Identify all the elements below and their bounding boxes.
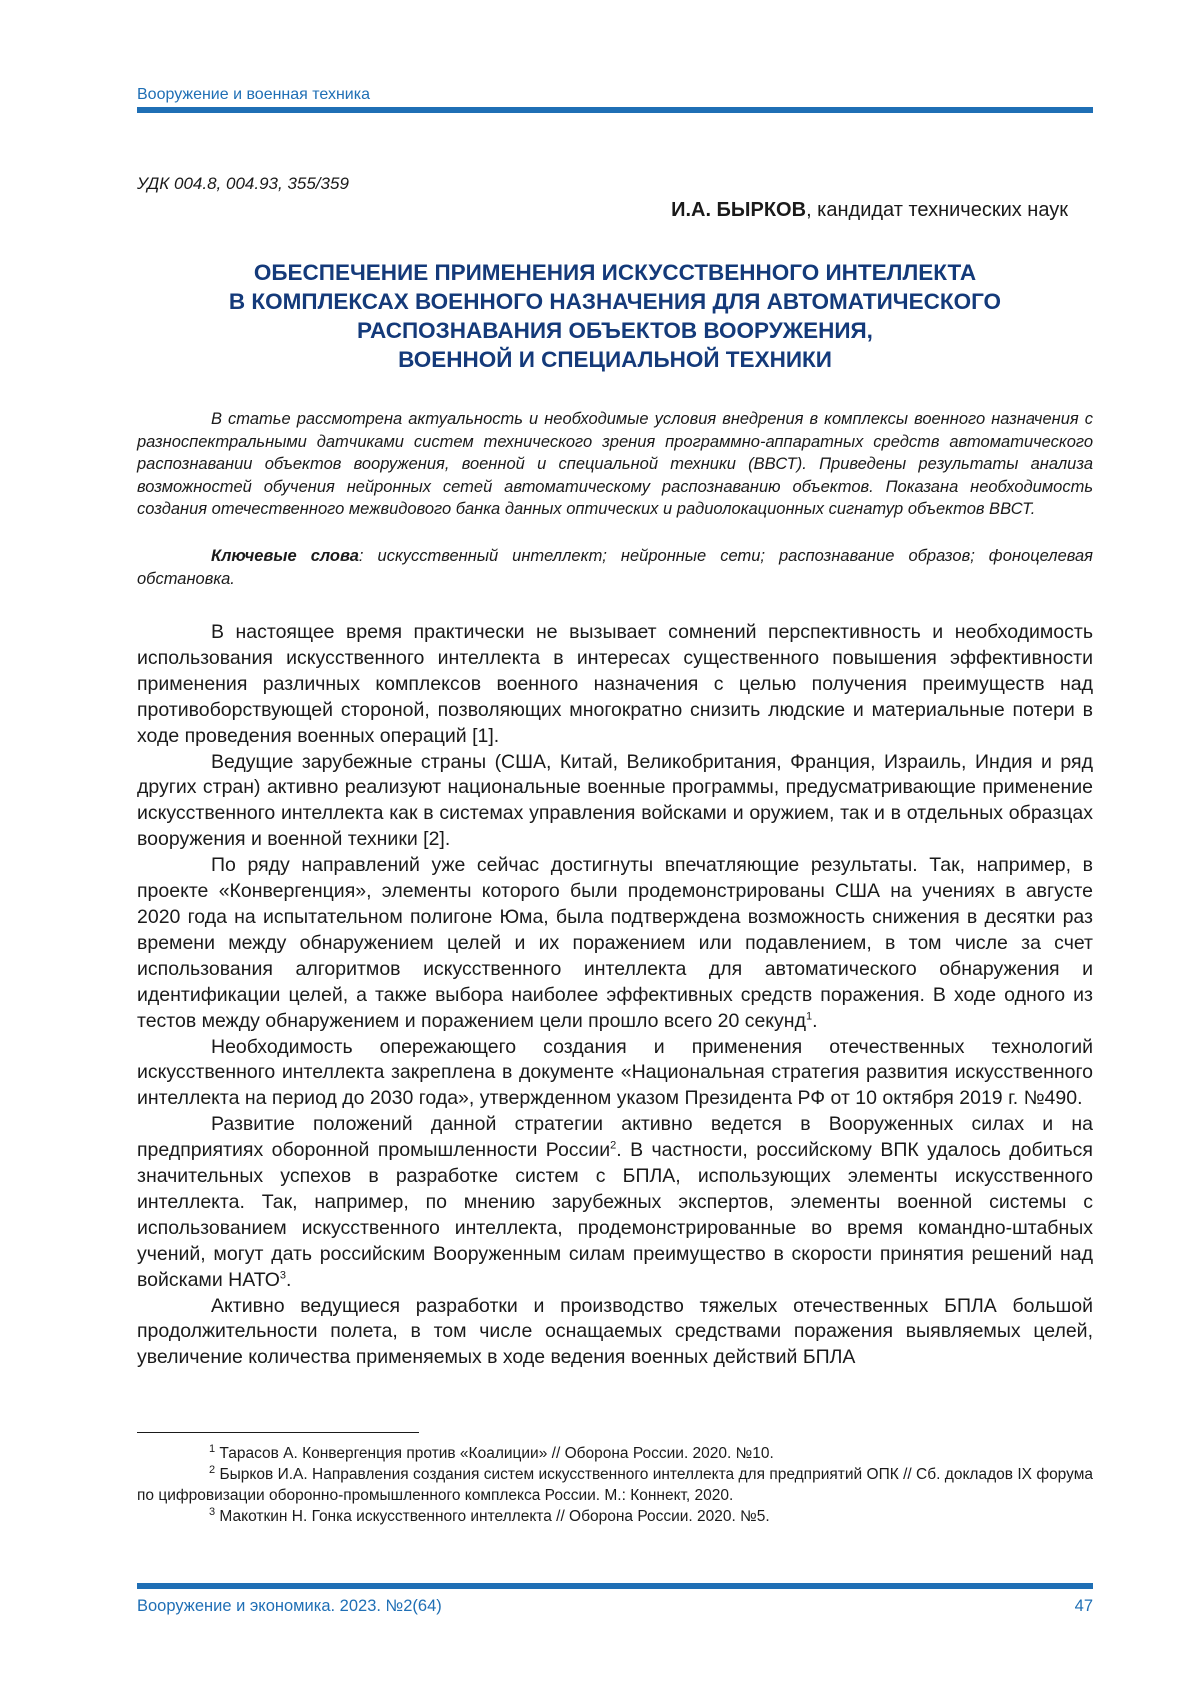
footer-journal: Вооружение и экономика. 2023. №2(64) [137, 1597, 442, 1615]
keywords-label: Ключевые слова [211, 547, 359, 565]
running-header: Вооружение и военная техника [137, 86, 370, 103]
footnote-text: Макоткин Н. Гонка искусственного интеллекта // Оборона России. 2020. №5. [215, 1508, 770, 1525]
header-rule [137, 107, 1093, 113]
footnote-number: 1 [209, 1442, 216, 1455]
paragraph [137, 853, 1093, 1034]
footnotes [137, 1443, 1093, 1527]
footnote-separator [137, 1432, 419, 1433]
paragraph-text: Развитие положений данной стратегии активно ведется в Вооруженных силах и на предприятиях оборонной промышленности России [137, 1113, 1093, 1162]
footer-rule [137, 1583, 1093, 1589]
author-degree: , кандидат технических наук [806, 199, 1068, 221]
footnote-ref[interactable]: 3 [279, 1269, 287, 1282]
body-text [137, 620, 1093, 1371]
footnote-number: 2 [209, 1463, 216, 1476]
footnote [137, 1506, 1093, 1527]
footnote-number: 3 [209, 1505, 216, 1518]
abstract: В статье рассмотрена актуальность и необходимые условия внедрения в комплексы военного назначения с разноспектральными датчиками систем технического зрения программно-аппаратных средств автоматического распознавании объектов вооружения, военной и специальной техники (ВВСТ). Приведены результаты анализа возможностей обучения нейронных сетей автоматическому распознаванию объектов. Показана необходимость создания отечественного межвидового банка данных оптических и радиолокационных сигнатур объектов ВВСТ. [137, 410, 1093, 518]
udk-code: УДК 004.8, 004.93, 355/359 [137, 174, 349, 193]
page-number: 47 [1074, 1597, 1093, 1615]
article-title [137, 258, 1093, 374]
footnote [137, 1464, 1093, 1506]
title-line: ОБЕСПЕЧЕНИЕ ПРИМЕНЕНИЯ ИСКУССТВЕННОГО ИНТЕЛЛЕКТА [253, 260, 977, 285]
footnote-ref[interactable]: 2 [610, 1139, 617, 1152]
author-name: И.А. БЫРКОВ [671, 199, 807, 221]
paragraph-text: . [812, 1009, 818, 1032]
paragraph-text: . [286, 1268, 292, 1291]
keywords-text: : искусственный интеллект; нейронные сети; распознавание образов; фоноцелевая обстановка. [137, 547, 1093, 588]
paragraph [137, 1112, 1093, 1293]
paragraph: В настоящее время практически не вызывает сомнений перспективность и необходимость использования искусственного интеллекта в интересах существенного повышения эффективности применения различных комплексов военного назначения с целью получения преимуществ над противоборствующей стороной, позволяющих многократно снизить людские и материальные потери в ходе проведения военных операций [1]. [137, 621, 1093, 747]
paragraph: Необходимость опережающего создания и применения отечественных технологий искусственного интеллекта закреплена в документе «Национальная стратегия развития искусственного интеллекта на период до 2030 года», утвержденном указом Президента РФ от 10 октября 2019 г. №490. [137, 1035, 1093, 1110]
footnote-ref[interactable]: 1 [805, 1010, 813, 1023]
footnote-text: Тарасов А. Конвергенция против «Коалиции» // Оборона России. 2020. №10. [215, 1445, 774, 1462]
author-line [671, 199, 1068, 222]
title-line: РАСПОЗНАВАНИЯ ОБЪЕКТОВ ВООРУЖЕНИЯ, [357, 318, 873, 343]
paragraph: Активно ведущиеся разработки и производство тяжелых отечественных БПЛА большой продолжительности полета, в том числе оснащаемых средствами поражения выявляемых целей, увеличение количества применяемых в ходе ведения военных действий БПЛА [137, 1294, 1093, 1369]
title-line: ВОЕННОЙ И СПЕЦИАЛЬНОЙ ТЕХНИКИ [398, 347, 832, 372]
paragraph-text: По ряду направлений уже сейчас достигнуты впечатляющие результаты. Так, например, в проекте «Конвергенция», элементы которого были продемонстрированы США на учениях в августе 2020 года на испытательном полигоне Юма, была подтверждена возможность снижения в десятки раз времени между обнаружением целей и их поражением или подавлением, в том числе за счет использования алгоритмов искусственного интеллекта для автоматического обнаружения и идентификации целей, а также выбора наиболее эффективных средств поражения. В ходе одного из тестов между обнаружением и поражением цели прошло всего 20 секунд [137, 854, 1093, 1032]
footnote-text: Бырков И.А. Направления создания систем искусственного интеллекта для предприятий ОПК // Сб. докладов IX форума по цифровизации оборонно-промышленного комплекса России. М.: Коннект, 2020. [137, 1466, 1093, 1504]
keywords [137, 545, 1093, 590]
paragraph-text: . В частности, российскому ВПК удалось добиться значительных успехов в разработке систем с БПЛА, использующих элементы искусственного интеллекта. Так, например, по мнению зарубежных экспертов, элементы военной системы с использованием искусственного интеллекта, продемонстрированные во время командно-штабных учений, могут дать российским Вооруженным силам преимущество в скорости принятия решений над войсками НАТО [137, 1139, 1093, 1291]
title-line: В КОМПЛЕКСАХ ВОЕННОГО НАЗНАЧЕНИЯ ДЛЯ АВТОМАТИЧЕСКОГО [228, 289, 1002, 314]
paragraph: Ведущие зарубежные страны (США, Китай, Великобритания, Франция, Израиль, Индия и ряд других стран) активно реализуют национальные военные программы, предусматривающие применение искусственного интеллекта как в системах управления войсками и оружием, так и в отдельных образцах вооружения и военной техники [2]. [137, 750, 1093, 851]
footnote [137, 1443, 1093, 1464]
